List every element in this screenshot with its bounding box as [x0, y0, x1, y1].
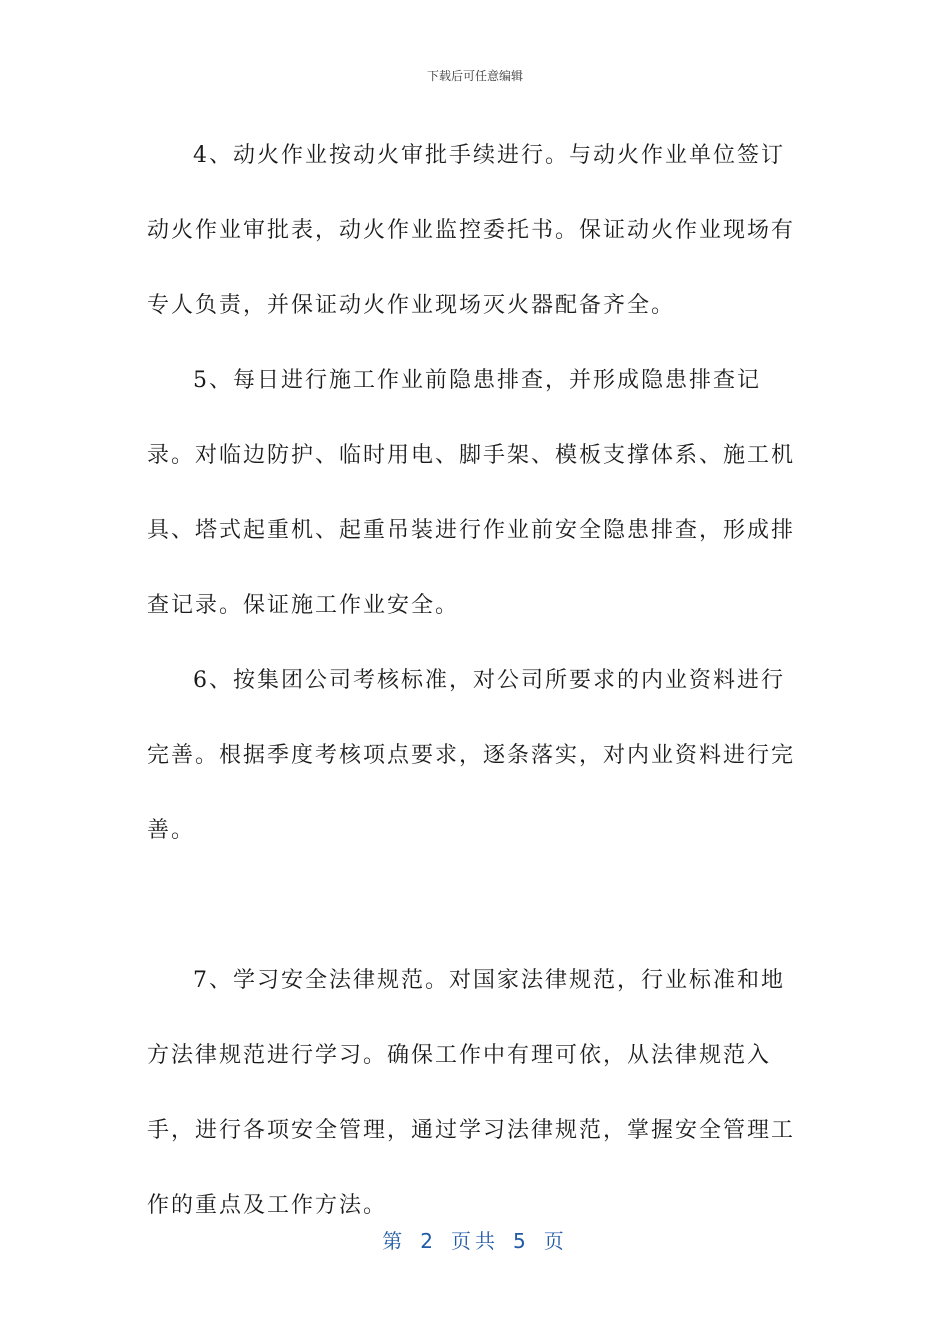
paragraph-item-7: 7、学习安全法律规范。对国家法律规范，行业标准和地方法律规范进行学习。确保工作中有理可依，从法律规范入手，进行各项安全管理，通过学习法律规范，掌握安全管理工作的重点及工作方法。 — [147, 968, 796, 1218]
paragraph-item-6: 6、按集团公司考核标准，对公司所要求的内业资料进行完善。根据季度考核项点要求，逐条落实，对内业资料进行完善。 — [147, 668, 796, 843]
header-note: 下载后可任意编辑 — [426, 69, 523, 83]
paragraph-item-4: 4、动火作业按动火审批手续进行。与动火作业单位签订动火作业审批表，动火作业监控委托书。保证动火作业现场有专人负责，并保证动火作业现场灭火器配备齐全。 — [147, 143, 796, 318]
paragraph-item-5: 5、每日进行施工作业前隐患排查，并形成隐患排查记录。对临边防护、临时用电、脚手架、模板支撑体系、施工机具、塔式起重机、起重吊装进行作业前安全隐患排查，形成排查记录。保证施工作业安全。 — [147, 368, 796, 618]
footer-suffix: 页 — [543, 1229, 568, 1253]
total-pages-number: 5 — [513, 1229, 530, 1253]
footer-middle: 页共 — [451, 1229, 499, 1253]
page-footer — [0, 1225, 950, 1254]
document-body — [147, 118, 807, 1243]
current-page-number: 2 — [420, 1229, 437, 1253]
footer-prefix: 第 — [382, 1229, 407, 1253]
